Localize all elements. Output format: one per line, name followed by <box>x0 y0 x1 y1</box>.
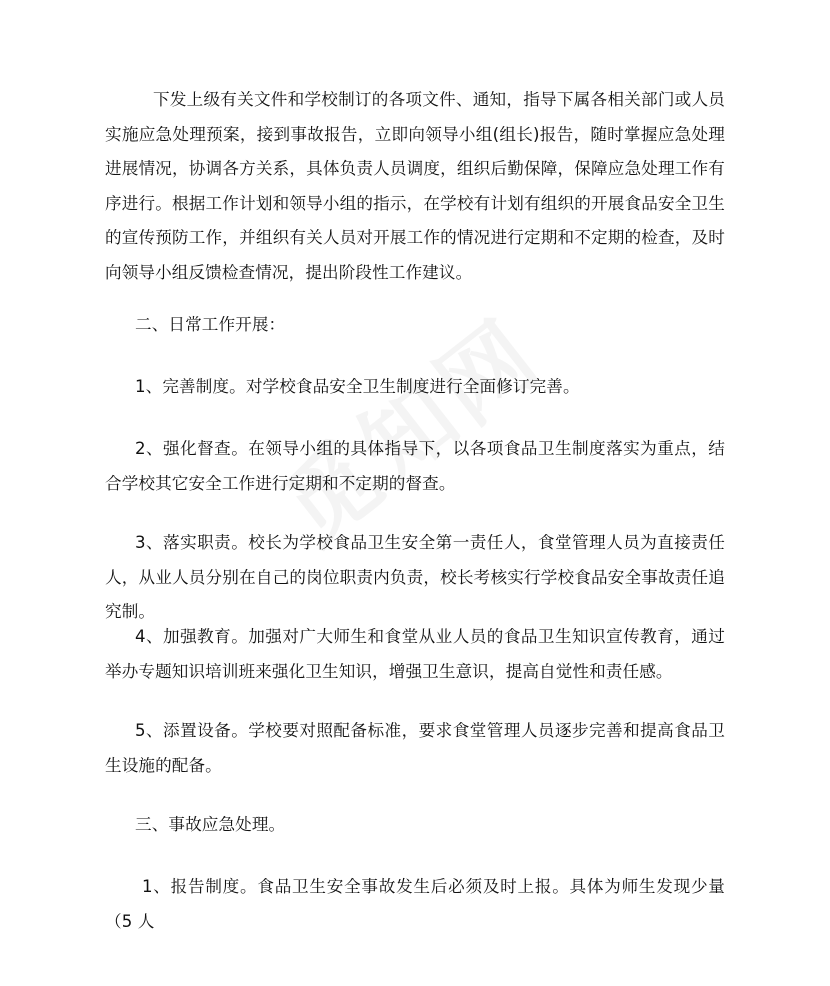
list-item-education: 4、加强教育。加强对广大师生和食堂从业人员的食品卫生知识宣传教育，通过举办专题知识培训班来强化卫生知识，增强卫生意识，提高自觉性和责任感。 <box>105 627 725 681</box>
list-item-implement-duties: 3、落实职责。校长为学校食品卫生安全第一责任人，食堂管理人员为直接责任人，从业人员分别在自己的岗位职责内负责，校长考核实行学校食品安全事故责任追究制。 <box>105 533 725 621</box>
section-heading-daily-work: 二、日常工作开展： <box>135 315 286 334</box>
list-item-equipment: 5、添置设备。学校要对照配备标准，要求食堂管理人员逐步完善和提高食品卫生设施的配备。 <box>105 721 725 775</box>
section-heading-accident-response: 三、事故应急处理。 <box>135 815 286 834</box>
list-item-improve-system: 1、完善制度。对学校食品安全卫生制度进行全面修订完善。 <box>135 377 580 396</box>
list-item-strengthen-supervision: 2、强化督查。在领导小组的具体指导下，以各项食品卫生制度落实为重点，结合学校其它安全工作进行定期和不定期的督查。 <box>105 439 725 493</box>
list-item-reporting-system: 1、报告制度。食品卫生安全事故发生后必须及时上报。具体为师生发现少量（5 人 <box>105 877 725 931</box>
paragraph-intro: 下发上级有关文件和学校制订的各项文件、通知，指导下属各相关部门或人员实施应急处理预案，接到事故报告，立即向领导小组(组长)报告，随时掌握应急处理进展情况，协调各方关系，具体负责人员调度，组织后勤保障，保障应急处理工作有序进行。根据工作计划和领导小组的指示，在学校有计划有组织的开展食品安全卫生的宣传预防工作，并组织有关人员对开展工作的情况进行定期和不定期的检查，及时向领导小组反馈检查情况，提出阶段性工作建议。 <box>105 90 725 282</box>
